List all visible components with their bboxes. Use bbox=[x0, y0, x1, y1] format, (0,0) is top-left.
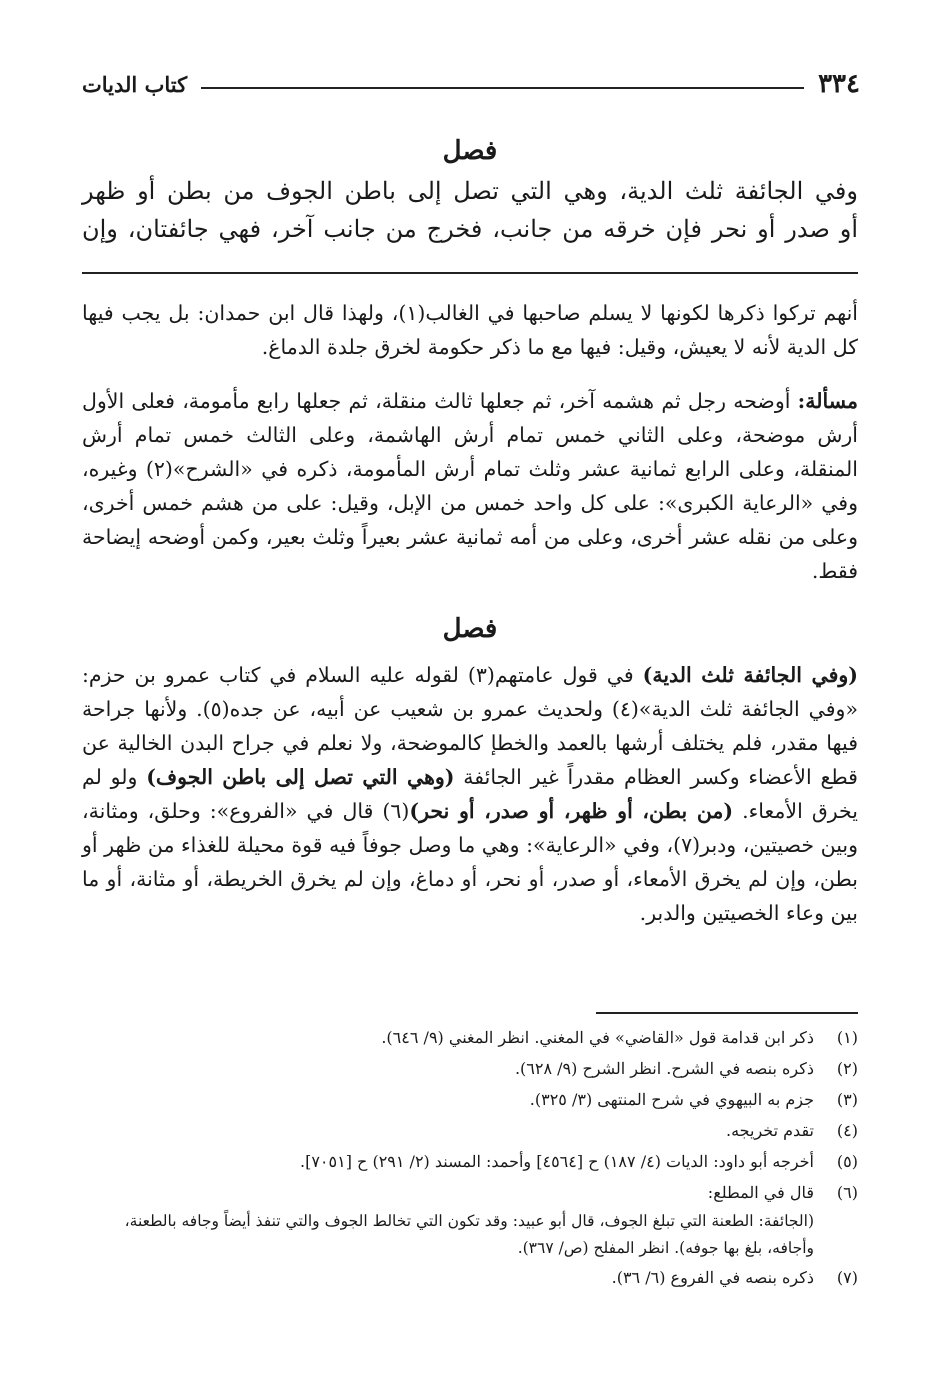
matn-section bbox=[82, 136, 858, 248]
page-number: ٣٣٤ bbox=[818, 69, 860, 99]
footnotes bbox=[82, 1022, 858, 1293]
footnote-number: (٣) bbox=[836, 1090, 858, 1109]
matn-separator bbox=[82, 272, 858, 274]
commentary-text: ولو لم يخرق الأمعاء. bbox=[82, 765, 858, 823]
masala-paragraph bbox=[82, 384, 858, 588]
footnote-number: (٥) bbox=[836, 1152, 858, 1171]
quoted-matn: (وفي الجائفة ثلث الدية) bbox=[642, 663, 858, 687]
footnote-text: جزم به البيهوي في شرح المنتهى (٣/ ٣٢٥). bbox=[529, 1090, 814, 1109]
masala-text: أوضحه رجل ثم هشمه آخر، ثم جعلها ثالث منقلة، ثم جعلها رابع مأمومة، فعلى الأول أرش موضحة، وعلى الثاني خمس تمام أرش الهاشمة، وعلى الثالث خمس تمام أرش المنقلة، وعلى الرابع ثمانية عشر وثلث تمام أرش المأمومة، ذكره في «الشرح»(٢) وغيره، وفي «الرعاية الكبرى»: على كل واحد خمس من الإبل، وقيل: على من هشم خمس أخرى، وعلى من نقله عشر أخرى، وعلى من أمه ثمانية عشر بعيراً وثلث بعير، وكمن أوضحه إيضاحة فقط. bbox=[82, 389, 858, 583]
footnote-number: (٤) bbox=[836, 1121, 858, 1140]
footnote-continuation bbox=[82, 1208, 858, 1262]
footnote-number: (٧) bbox=[836, 1268, 858, 1287]
footnote bbox=[82, 1262, 858, 1293]
footnote bbox=[82, 1146, 858, 1177]
commentary-text: (٦) قال في «الفروع»: وحلق، ومثانة، وبين خصيتين، ودبر(٧)، وفي «الرعاية»: وهي ما وصل جوفاً فيه قوة محيلة للغذاء من ظهر أو بطن، وإن لم يخرق الأمعاء، أو صدر، أو نحر، أو دماغ، وإن لم يخرق الخريطة، أو مثانة، أو ما بين وعاء الخصيتين والدبر. bbox=[82, 799, 858, 925]
footnote-text: ذكر ابن قدامة قول «القاضي» في المغني. انظر المغني (٩/ ٦٤٦). bbox=[381, 1028, 814, 1047]
section-heading: فصل bbox=[442, 614, 498, 644]
header-rule bbox=[201, 87, 804, 89]
footnote-text: ذكره بنصه في الفروع (٦/ ٣٦). bbox=[611, 1268, 814, 1287]
footnote bbox=[82, 1053, 858, 1084]
matn-line: وفي الجائفة ثلث الدية، وهي التي تصل إلى باطن الجوف من بطن أو ظهر bbox=[82, 177, 858, 205]
footnote bbox=[82, 1115, 858, 1146]
commentary-paragraph: أنهم تركوا ذكرها لكونها لا يسلم صاحبها في الغالب(١)، ولهذا قال ابن حمدان: بل يجب فيها كل الدية لأنه لا يعيش، وقيل: فيها مع ما ذكر حكومة لخرق جلدة الدماغ. bbox=[82, 301, 858, 359]
running-header bbox=[82, 66, 860, 102]
footnote bbox=[82, 1084, 858, 1115]
commentary-paragraph bbox=[82, 658, 858, 930]
footnote bbox=[82, 1177, 858, 1208]
footnote-text: ذكره بنصه في الشرح. انظر الشرح (٩/ ٦٢٨). bbox=[514, 1059, 814, 1078]
section-heading: فصل bbox=[442, 136, 498, 166]
footnote-number: (١) bbox=[836, 1028, 858, 1047]
footnote-number: (٢) bbox=[836, 1059, 858, 1078]
footnote bbox=[82, 1022, 858, 1053]
matn-line: أو صدر أو نحر فإن خرقه من جانب، فخرج من جانب آخر، فهي جائفتان، وإن bbox=[82, 215, 858, 243]
book-title: كتاب الديات bbox=[82, 71, 188, 97]
quoted-matn: (وهي التي تصل إلى باطن الجوف) bbox=[146, 765, 455, 789]
masala-label: مسألة: bbox=[797, 389, 858, 413]
quoted-matn: (من بطن، أو ظهر، أو صدر، أو نحر) bbox=[409, 799, 734, 823]
footnote-number: (٦) bbox=[836, 1183, 858, 1202]
footnote-text: تقدم تخريجه. bbox=[726, 1121, 814, 1140]
footnote-text: أخرجه أبو داود: الديات (٤/ ١٨٧) ح [٤٥٦٤] وأحمد: المسند (٢/ ٢٩١) ح [٧٠٥١]. bbox=[300, 1152, 814, 1171]
commentary-top bbox=[82, 296, 858, 930]
footnote-separator bbox=[596, 1012, 858, 1014]
footnote-quote: (الجائفة: الطعنة التي تبلغ الجوف، قال أبو عبيد: وقد تكون التي تخالط الجوف والتي تنفذ أيضاً وجافه بالطعنة، وأجافه، بلغ بها جوفه). انظر المفلح (ص/ ٣٦٧). bbox=[124, 1212, 814, 1257]
footnote-text: قال في المطلع: bbox=[707, 1183, 814, 1202]
commentary-text: في قول عامتهم(٣) لقوله عليه السلام في كتاب عمرو بن حزم: «وفي الجائفة ثلث الدية»(٤) ولحديث عمرو بن شعيب عن أبيه، عن جده(٥). ولأنها جراحة فيها مقدر، فلم يختلف أرشها بالعمد والخطإ كالموضحة، ولا نعلم في جراح البدن الخالية عن قطع الأعضاء وكسر العظام مقدراً غير الجائفة bbox=[82, 663, 858, 789]
